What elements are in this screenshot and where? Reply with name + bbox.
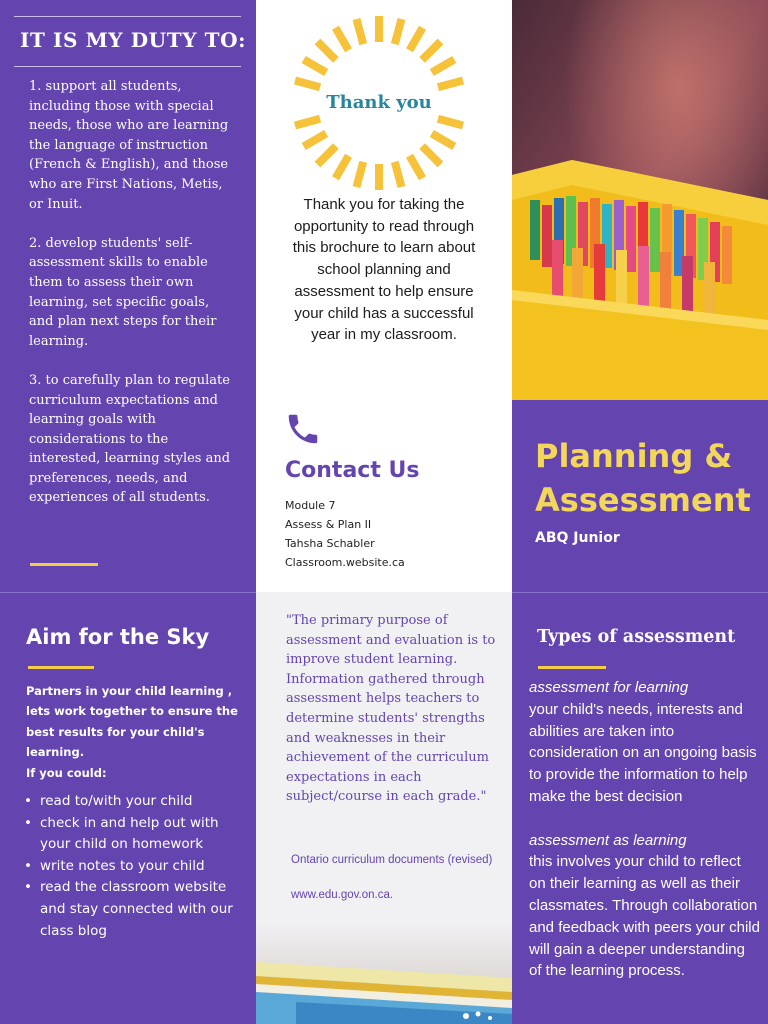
curriculum-quote: "The primary purpose of assessment and evaluation is to improve student learning. Information gathered through assessment helps teachers to determine students' strengths and weaknesses in their achievement of the curriculum expectations in each subject/course in each grade." [286, 613, 496, 805]
accent-underline [28, 666, 94, 669]
list-item: • read to/with your child [40, 791, 252, 813]
assessment-description: your child's needs, interests and abilities are taken into consideration on an ongoing basis to provide the information to help make the best decision [529, 700, 757, 805]
aim-list [40, 791, 252, 942]
duty-item: 1. support all students, including those with special needs, those who are learning the language of instruction (French & English), and those who are First Nations, Metis, or Inuit. [29, 79, 229, 212]
list-item: • write notes to your child [40, 856, 252, 878]
crayons-photo [512, 0, 768, 400]
list-item: • check in and help out with your child on homework [40, 813, 252, 856]
contact-module: Module 7 [285, 499, 336, 512]
aim-title: Aim for the Sky [26, 625, 210, 649]
contact-details [285, 496, 405, 572]
top-divider [14, 16, 241, 17]
thank-you-heading: Thank you [326, 92, 432, 113]
quote-source: Ontario curriculum documents (revised) [291, 854, 493, 866]
contact-title: Contact Us [285, 458, 420, 483]
thank-you-panel [256, 0, 512, 592]
types-title: Types of assessment [537, 627, 736, 647]
accent-underline [30, 563, 98, 566]
thank-you-message: Thank you for taking the opportunity to read through this brochure to learn about school planning and assessment to help ensure your child has a successful year in my classroom. [292, 196, 476, 344]
duty-item: 3. to carefully plan to regulate curriculum expectations and learning goals with considerations to the interested, learning styles and preferences, needs, and experiences of all students. [29, 372, 231, 506]
assessment-term: assessment for learning [529, 679, 689, 696]
aim-intro-text: Partners in your child learning , lets work together to ensure the best results for your child's learning. [26, 684, 238, 760]
aim-intro-prompt: If you could: [26, 765, 107, 780]
spacer [529, 808, 761, 830]
title-divider [14, 66, 241, 67]
duty-list [29, 77, 234, 528]
duty-panel [0, 0, 256, 592]
aim-panel [0, 592, 256, 1024]
quote-url-link[interactable]: www.edu.gov.on.ca. [291, 889, 394, 901]
brochure-subtitle: ABQ Junior [535, 530, 620, 546]
quote-panel [256, 592, 512, 1024]
duty-item: 2. develop students' self-assessment skills to enable them to assess their own learning, set specific goals, and plan next steps for their learning. [29, 235, 217, 349]
list-item: • read the classroom website and stay connected with our class blog [40, 877, 252, 942]
types-list [529, 677, 761, 982]
brochure-title: Planning & Assessment [535, 437, 751, 519]
phone-icon [284, 410, 322, 448]
contact-course: Assess & Plan II [285, 518, 372, 531]
types-panel [512, 592, 768, 1024]
accent-underline [538, 666, 606, 669]
assessment-description: this involves your child to reflect on their learning as well as their classmates. Through collaboration and feedback with peers your child will gain a deeper understanding of the learning process. [529, 853, 760, 980]
contact-website-link[interactable]: Classroom.website.ca [285, 556, 405, 569]
books-photo [256, 922, 512, 1024]
contact-name: Tahsha Schabler [285, 537, 375, 550]
aim-intro [26, 681, 252, 783]
assessment-term: assessment as learning [529, 831, 687, 849]
cover-panel [512, 0, 768, 592]
duty-title: IT IS MY DUTY TO: [20, 28, 247, 52]
